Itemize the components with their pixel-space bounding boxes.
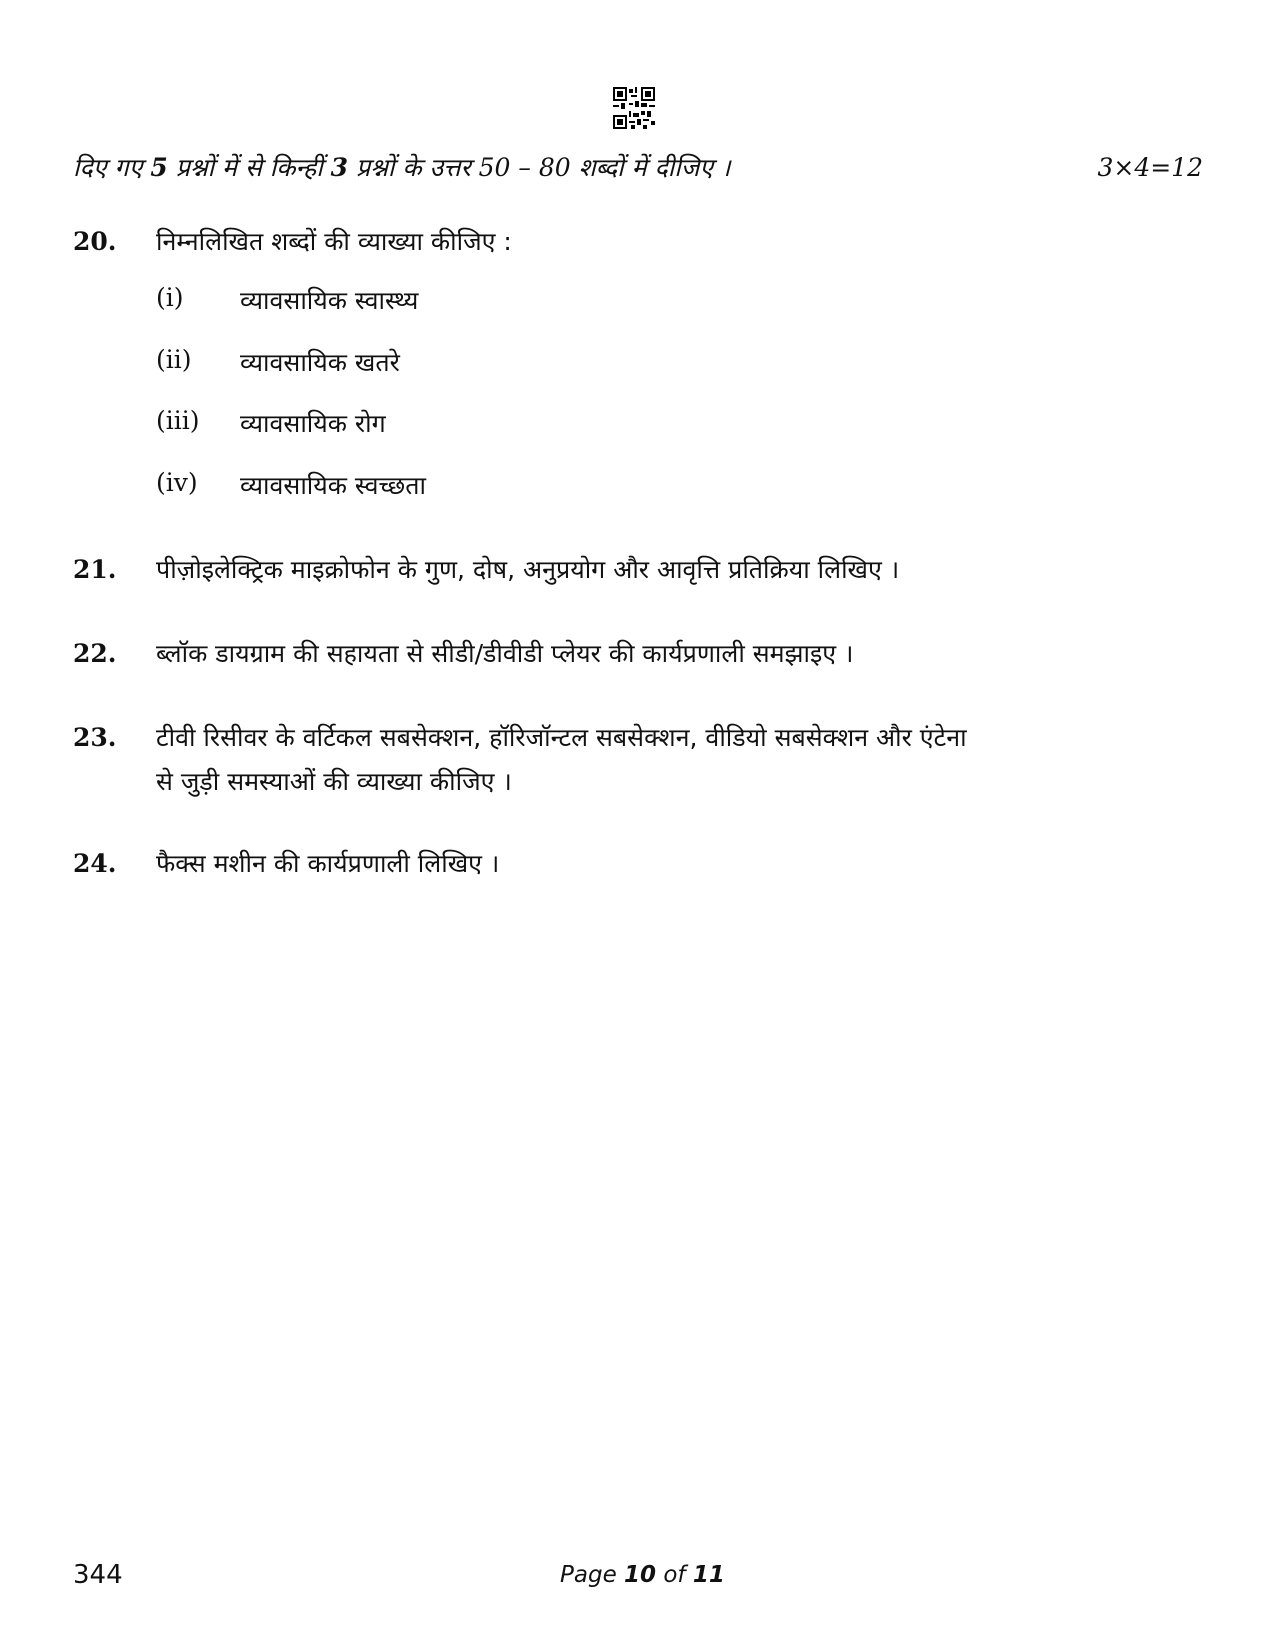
question-text: निम्नलिखित शब्दों की व्याख्या कीजिए : xyxy=(156,227,512,256)
section-instruction xyxy=(73,150,1203,184)
subpart-number: (iii) xyxy=(156,406,200,435)
subpart-number: (ii) xyxy=(156,345,192,374)
subpart-text: व्यावसायिक स्वच्छता xyxy=(240,471,426,500)
question-text: पीज़ोइलेक्ट्रिक माइक्रोफोन के गुण, दोष, अनुप्रयोग और आवृत्ति प्रतिक्रिया लिखिए । xyxy=(156,555,900,584)
subpart-number: (iv) xyxy=(156,468,198,497)
question-number: 21. xyxy=(73,555,117,584)
instruction-text: दिए गए 5 प्रश्नों में से किन्हीं 3 प्रश्नों के उत्तर 50 – 80 शब्दों में दीजिए । xyxy=(73,153,731,182)
question-text: ब्लॉक डायग्राम की सहायता से सीडी/डीवीडी प्लेयर की कार्यप्रणाली समझाइए । xyxy=(156,639,854,668)
question-number: 24. xyxy=(73,849,117,878)
question-number: 23. xyxy=(73,723,117,752)
question-number: 22. xyxy=(73,639,117,668)
marks-allocation: 3×4=12 xyxy=(1097,153,1203,182)
question-text: टीवी रिसीवर के वर्टिकल सबसेक्शन, हॉरिजॉन्टल सबसेक्शन, वीडियो सबसेक्शन और एंटेना से जुड़ी समस्याओं की व्याख्या कीजिए । xyxy=(156,723,967,796)
paper-code: 344 xyxy=(73,1560,123,1590)
qr-code-icon xyxy=(613,87,655,129)
subpart-text: व्यावसायिक स्वास्थ्य xyxy=(240,286,419,315)
question-text: फैक्स मशीन की कार्यप्रणाली लिखिए । xyxy=(156,849,500,878)
subpart-text: व्यावसायिक खतरे xyxy=(240,348,400,377)
question-number: 20. xyxy=(73,227,117,256)
page-number: Page 10 of 11 xyxy=(560,1562,725,1588)
subpart-number: (i) xyxy=(156,283,184,312)
subpart-text: व्यावसायिक रोग xyxy=(240,409,386,438)
